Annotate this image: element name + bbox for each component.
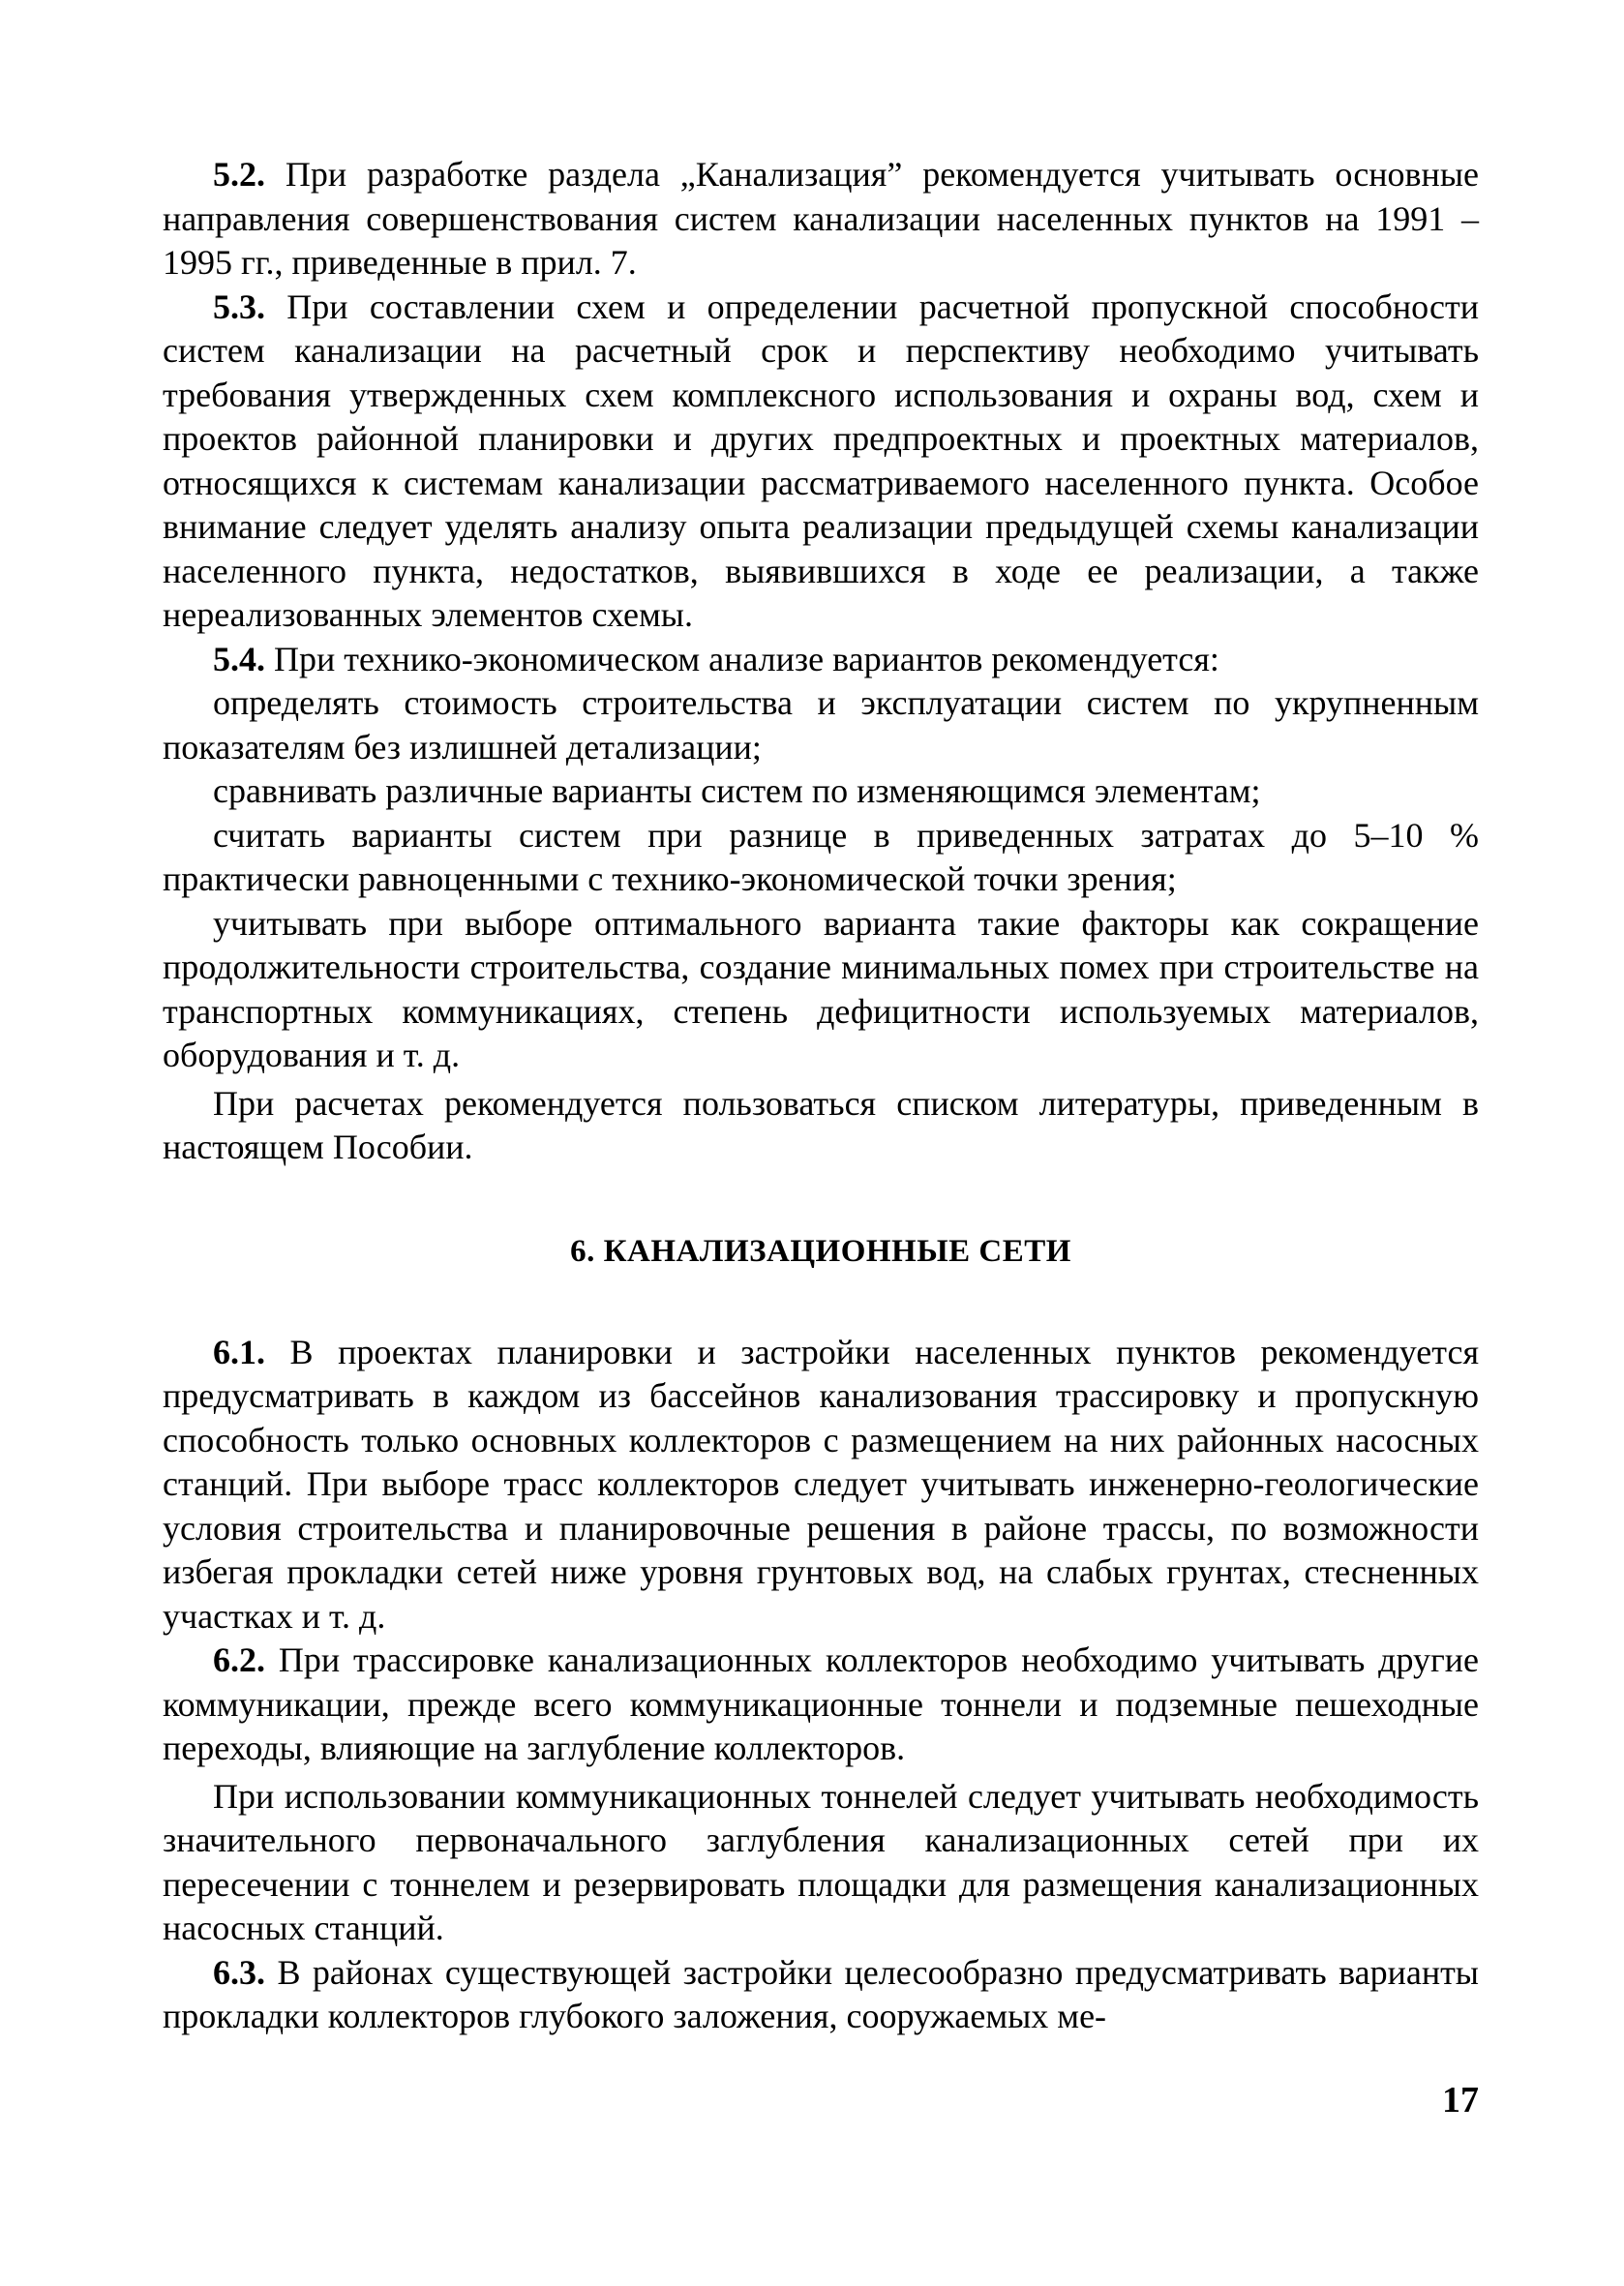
paragraph-6-3 bbox=[163, 1951, 1479, 2039]
paragraph-5-4 bbox=[163, 638, 1479, 682]
clause-number: 5.2. bbox=[213, 155, 265, 194]
paragraph-6-2-continued: При использовании коммуникационных тоннелей следует учитывать необходимость значительного первоначального заглубления канализационных сетей при их пересечении с тоннелем и резервировать площадки для размещения канализационных насосных станций. bbox=[163, 1776, 1479, 1947]
clause-number: 6.2. bbox=[213, 1640, 265, 1679]
paragraph-5-3 bbox=[163, 286, 1479, 638]
page-number: 17 bbox=[1442, 2080, 1479, 2121]
clause-text: При составлении схем и определении расчетной пропускной способности систем канализации на расчетный срок и перспективу необходимо учитывать требования утвержденных схем комплексного использования и охраны вод, схем и проектов районной планировки и других предпроектных и проектных материалов, относящихся к системам канализации рассматриваемого населенного пункта. Особое внимание следует уделять анализу опыта реализации предыдущей схемы канализации населенного пункта, недостатков, выявившихся в ходе ее реализации, а также нереализованных элементов схемы. bbox=[163, 286, 1479, 634]
list-item: учитывать при выборе оптимального варианта такие факторы как сокращение продолжительности строительства, создание минимальных помех при строительстве на транспортных коммуникациях, степень дефицитности используемых материалов, оборудования и т. д. bbox=[163, 903, 1479, 1074]
clause-number: 6.1. bbox=[213, 1332, 265, 1371]
clause-number: 6.3. bbox=[213, 1952, 265, 1992]
clause-text: При разработке раздела „Канализация” рекомендуется учитывать основные направления совершенствования систем канализации населенных пунктов на 1991 – 1995 гг., приведенные в прил. 7. bbox=[163, 155, 1479, 282]
paragraph-6-2 bbox=[163, 1639, 1479, 1771]
clause-text: При технико-экономическом анализе вариантов рекомендуется: bbox=[265, 639, 1219, 678]
clause-text: В проектах планировки и застройки населенных пунктов рекомендуется предусматривать в каждом из бассейнов канализования трассировку и пропускную способность только основных коллекторов с размещением на них районных насосных станций. При выборе трасс коллекторов следует учитывать инженерно-геологические условия строительства и планировочные решения в районе трассы, по возможности избегая прокладки сетей ниже уровня грунтовых вод, на слабых грунтах, стесненных участках и т. д. bbox=[163, 1332, 1479, 1636]
clause-text: При трассировке канализационных коллекторов необходимо учитывать другие коммуникации, прежде всего коммуникационные тоннели и подземные пешеходные переходы, влияющие на заглубление коллекторов. bbox=[163, 1640, 1479, 1767]
list-item: сравнивать различные варианты систем по изменяющимся элементам; bbox=[213, 771, 1261, 810]
clause-number: 5.3. bbox=[213, 286, 265, 326]
section-heading: 6. КАНАЛИЗАЦИОННЫЕ СЕТИ bbox=[570, 1233, 1071, 1269]
clause-number: 5.4. bbox=[213, 639, 265, 678]
paragraph-closing: При расчетах рекомендуется пользоваться списком литературы, приведенным в настоящем Пособии. bbox=[163, 1083, 1479, 1166]
document-page bbox=[163, 153, 1479, 2039]
paragraph-5-2 bbox=[163, 153, 1479, 286]
clause-text: В районах существующей застройки целесообразно предусматривать варианты прокладки коллекторов глубокого заложения, сооружаемых ме- bbox=[163, 1952, 1479, 2035]
list-item: считать варианты систем при разнице в приведенных затратах до 5–10 % практически равноценными с технико-экономической точки зрения; bbox=[163, 815, 1479, 898]
paragraph-6-1 bbox=[163, 1331, 1479, 1639]
list-item: определять стоимость строительства и эксплуатации систем по укрупненным показателям без излишней детализации; bbox=[163, 683, 1479, 767]
